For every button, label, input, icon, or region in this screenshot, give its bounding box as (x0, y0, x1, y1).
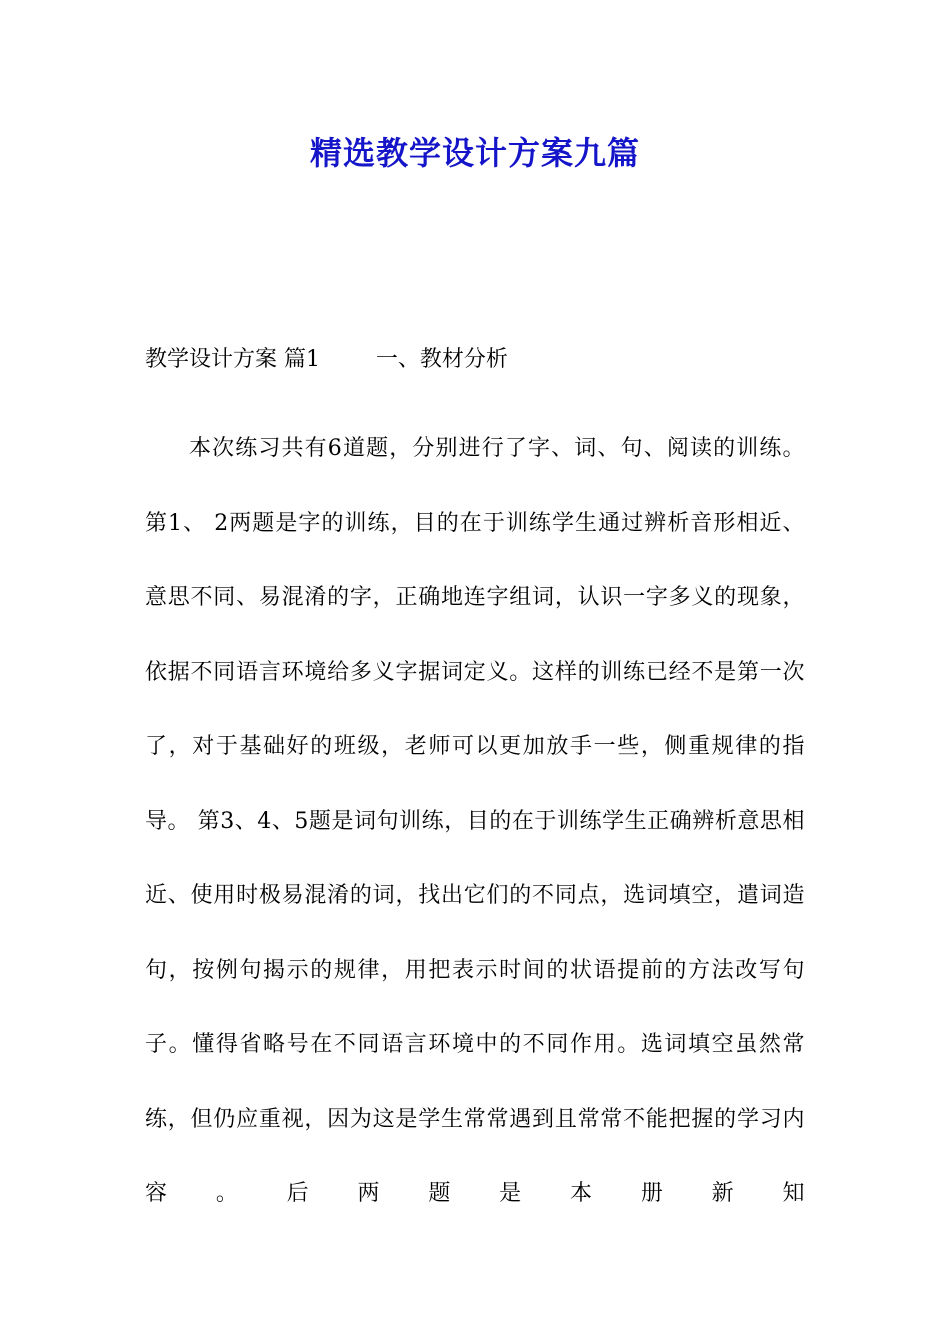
section-heading: 教学设计方案 篇1 一、教材分析 (145, 347, 508, 372)
document-title: 精选教学设计方案九篇 (309, 134, 640, 172)
body-paragraph: 本次练习共有6道题，分别进行了字、词、句、阅读的训练。 第1、 2两题是字的训练，目的在于训练学生通过辨析音形相近、意思不同、易混淆的字，正确地连字组词，认识一字多义的现象，依据不同语言环境给多义字据词定义。这样的训练已经不是第一次了，对于基础好的班级，老师可以更加放手一些，侧重规律的指导。 第3、4、5题是词句训练，目的在于训练学生正确辨析意思相近、使用时极易混淆的词，找出它们的不同点，选词填空，遣词造句，按例句揭示的规律，用把表示时间的状语提前的方法改写句子。懂得省略号在不同语言环境中的不同作用。选词填空虽然常练，但仍应重视，因为这是学生常常遇到且常常不能把握的学习内容。后两题是本册新知 (145, 436, 805, 1206)
